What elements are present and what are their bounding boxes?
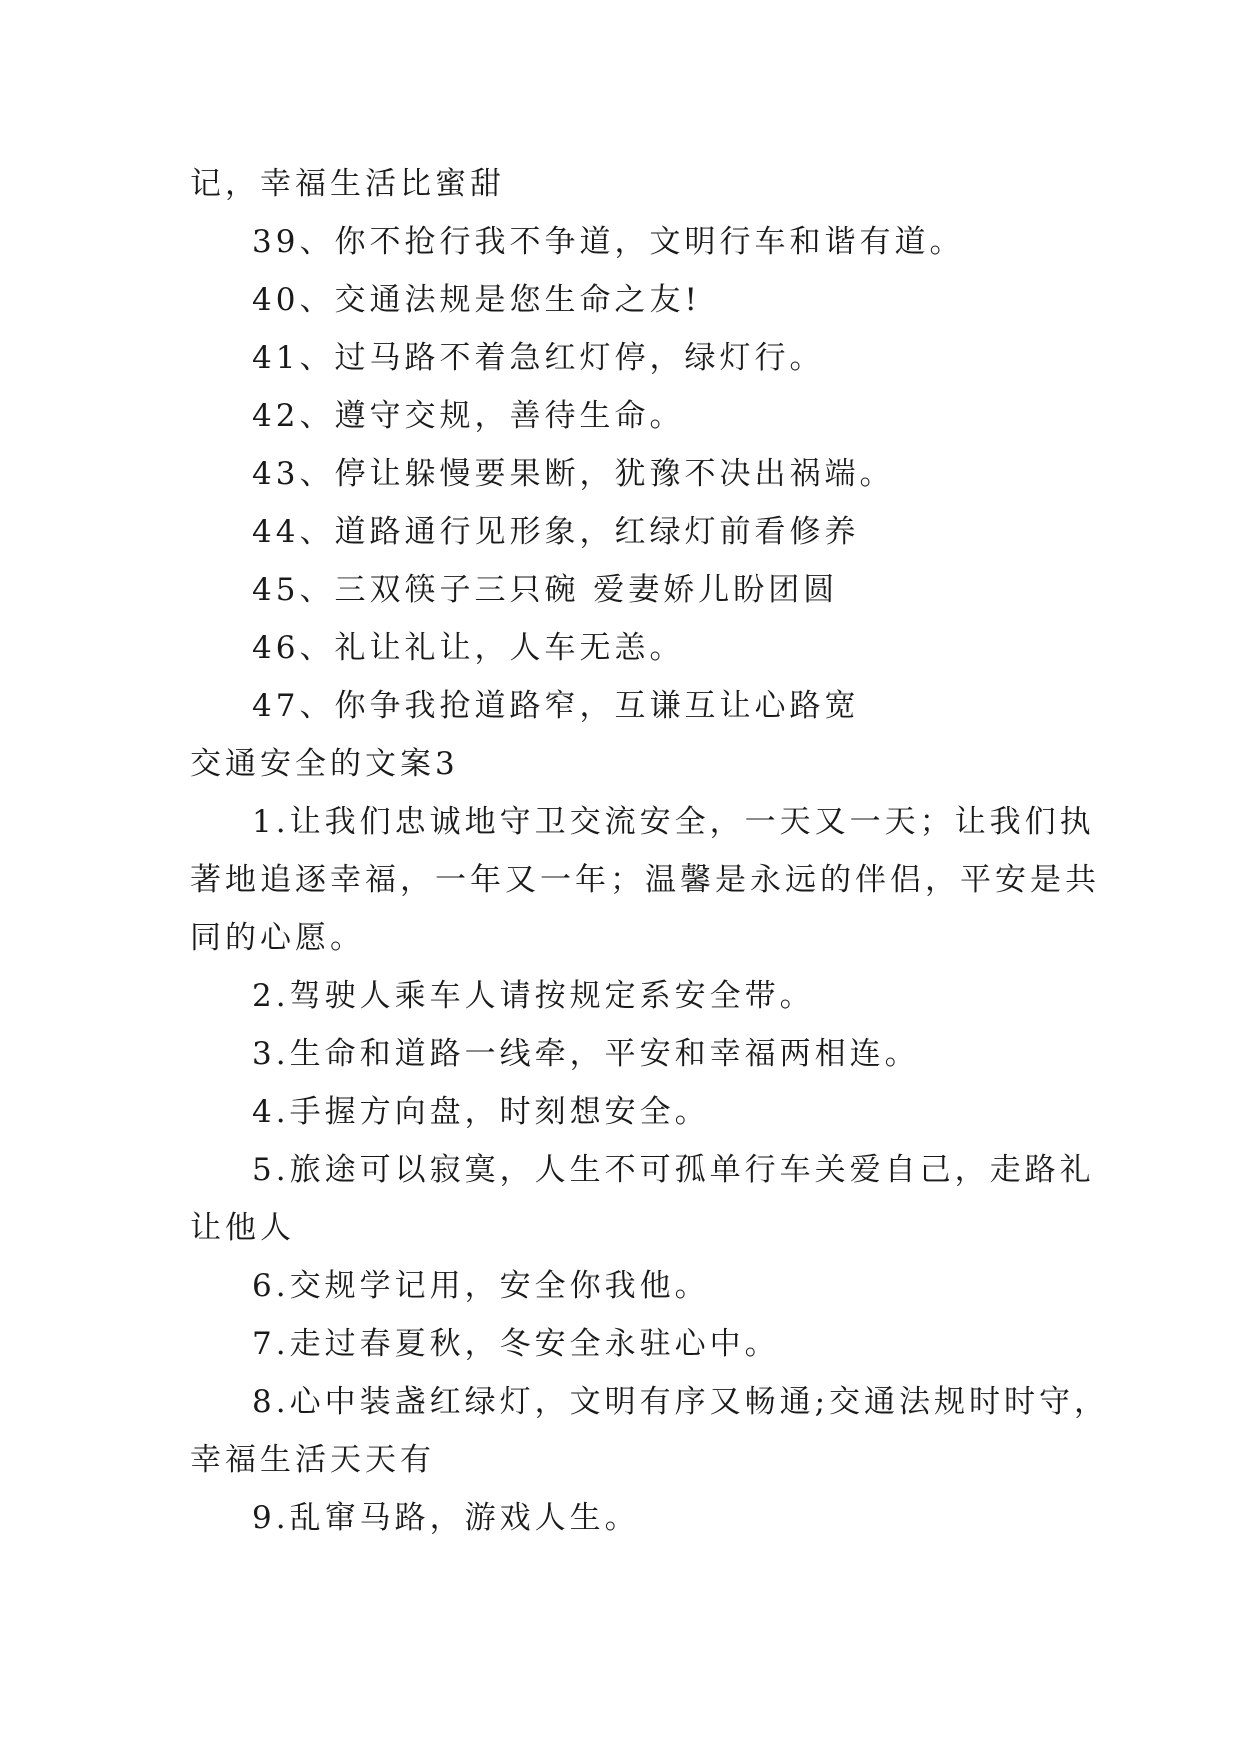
text-line: 41、过马路不着急红灯停，绿灯行。 xyxy=(252,340,825,376)
text-line: 46、礼让礼让，人车无恙。 xyxy=(252,630,685,666)
text-line: 47、你争我抢道路窄，互谦互让心路宽 xyxy=(252,688,860,724)
text-line: 1.让我们忠诚地守卫交流安全，一天又一天；让我们执 xyxy=(252,804,1095,840)
text-line: 2.驾驶人乘车人请按规定系安全带。 xyxy=(252,978,815,1014)
text-line: 7.走过春夏秋，冬安全永驻心中。 xyxy=(252,1326,780,1362)
text-line: 42、遵守交规，善待生命。 xyxy=(252,398,685,434)
text-line: 5.旅途可以寂寞，人生不可孤单行车关爱自己，走路礼 xyxy=(252,1152,1095,1188)
document-body xyxy=(190,155,1110,1547)
text-line: 39、你不抢行我不争道，文明行车和谐有道。 xyxy=(252,224,965,260)
text-line: 40、交通法规是您生命之友! xyxy=(252,282,701,318)
text-line: 8.心中装盏红绿灯，文明有序又畅通;交通法规时时守， xyxy=(252,1384,1110,1420)
section-heading: 交通安全的文案3 xyxy=(190,746,459,782)
text-line: 幸福生活天天有 xyxy=(190,1442,435,1478)
text-line: 6.交规学记用，安全你我他。 xyxy=(252,1268,710,1304)
text-line: 著地追逐幸福，一年又一年；温馨是永远的伴侣，平安是共 xyxy=(190,862,1100,898)
text-line: 44、道路通行见形象，红绿灯前看修养 xyxy=(252,514,860,550)
text-line: 9.乱窜马路，游戏人生。 xyxy=(252,1500,640,1536)
text-line: 同的心愿。 xyxy=(190,920,365,956)
text-line: 45、三双筷子三只碗 爱妻娇儿盼团圆 xyxy=(252,572,839,608)
text-line: 让他人 xyxy=(190,1210,295,1246)
text-line: 3.生命和道路一线牵，平安和幸福两相连。 xyxy=(252,1036,920,1072)
text-line: 记，幸福生活比蜜甜 xyxy=(190,166,505,202)
text-line: 43、停让躲慢要果断，犹豫不决出祸端。 xyxy=(252,456,895,492)
text-line: 4.手握方向盘，时刻想安全。 xyxy=(252,1094,710,1130)
